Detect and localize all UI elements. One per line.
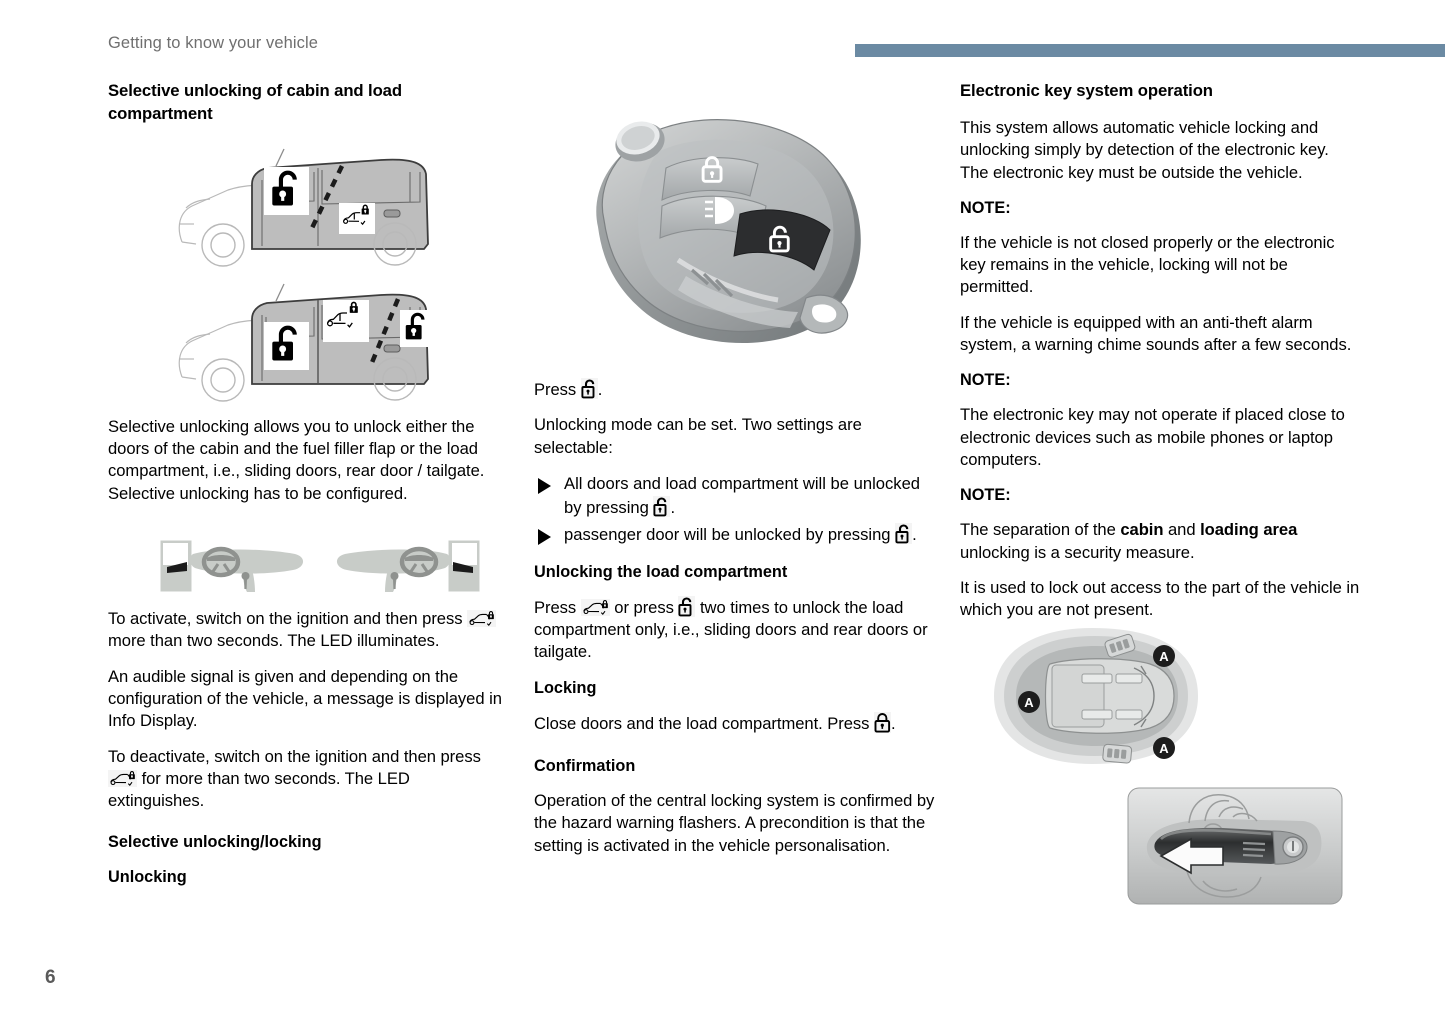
load-text-2: or press <box>614 597 674 617</box>
confirmation-paragraph: Operation of the central locking system is confirmed by the hazard warning flashers. A precondition is that the setting is activated in the vehicle personalisation. <box>534 790 935 855</box>
heading-unlocking-load-compartment: Unlocking the load compartment <box>534 562 788 581</box>
note3-part3: unlocking is a security measure. <box>960 542 1195 562</box>
padlock-open-icon <box>653 496 670 517</box>
heading-locking: Locking <box>534 678 597 697</box>
padlock-open-badge <box>400 310 434 347</box>
svg-text:A: A <box>1159 649 1169 664</box>
deactivate-text-after: for more than two seconds. The LED extinguishes. <box>108 768 410 811</box>
note-label: NOTE: <box>960 198 1011 217</box>
heading-unlocking: Unlocking <box>108 867 187 886</box>
note3-part1: The separation of the <box>960 520 1121 540</box>
van-all-areas-unlock-illustration <box>166 281 466 411</box>
dashboard-left-hand-drive <box>161 541 303 592</box>
note3-part2: and <box>1163 520 1201 540</box>
note3-bold-loading-area: loading area <box>1200 520 1298 540</box>
heading-electronic-key-system: Electronic key system operation <box>960 81 1213 100</box>
locking-text-1: Close doors and the load compartment. Press <box>534 713 870 733</box>
note-text-2: The electronic key may not operate if placed close to electronic devices such as mobile phones or laptop computers. <box>960 405 1345 469</box>
audible-signal-paragraph: An audible signal is given and depending on the configuration of the vehicle, a message is displayed in Info Display. <box>108 666 502 731</box>
padlock-open-icon <box>678 596 695 617</box>
key-barrel-icon <box>1283 837 1303 857</box>
padlock-open-icon <box>895 523 912 544</box>
note-text-3b: It is used to lock out access to the part of the vehicle in which you are not present. <box>960 577 1360 620</box>
heading-selective-unlocking-locking: Selective unlocking/locking <box>108 832 322 851</box>
deactivate-text-before: To deactivate, switch on the ignition and then press <box>108 746 481 766</box>
load-text-3: two times to unlock the load compartment only, i.e., sliding doors and rear doors or tailgate. <box>534 597 928 662</box>
page-number: 6 <box>45 967 56 988</box>
car-with-lock-badge <box>339 203 375 234</box>
zone-label-a <box>1153 737 1175 759</box>
unlocking-mode-options <box>534 472 936 547</box>
padlock-open-icon <box>581 378 598 399</box>
dashboard-right-hand-drive <box>337 541 479 592</box>
remote-key-fob-illustration <box>562 92 898 370</box>
list-item <box>534 472 936 519</box>
unlocking-mode-paragraph: Unlocking mode can be set. Two settings are selectable: <box>534 415 862 457</box>
deactivate-instruction <box>108 746 508 813</box>
note-text-3 <box>960 519 1360 564</box>
dashboard-lhd-rhd-illustration <box>155 532 485 600</box>
bullet-triangle-icon <box>538 478 551 494</box>
page-title: Selective unlocking of cabin and load compartment <box>108 81 402 123</box>
padlock-open-badge <box>264 322 309 370</box>
electronic-key-paragraph: This system allows automatic vehicle locking and unlocking simply by detection of the electronic key. The electronic key must be outside the vehicle. <box>960 117 1329 182</box>
load-compartment-instruction <box>534 596 936 664</box>
running-head: Getting to know your vehicle <box>108 34 319 52</box>
note-text-1b: If the vehicle is equipped with an anti-theft alarm system, a warning chime sounds after a few seconds. <box>960 312 1352 355</box>
right-column <box>960 80 1360 635</box>
option-text-after: . <box>670 497 676 517</box>
zone-label-a <box>1153 645 1175 667</box>
activate-text-after: more than two seconds. The LED illuminates. <box>108 631 440 651</box>
note-text-1a: If the vehicle is not closed properly or the electronic key remains in the vehicle, locking will not be permitted. <box>960 232 1335 297</box>
note-label: NOTE: <box>960 486 1011 505</box>
padlock-closed-icon <box>874 712 891 733</box>
car-with-lock-icon <box>467 610 496 627</box>
car-with-lock-badge <box>323 300 369 342</box>
svg-text:A: A <box>1024 695 1034 710</box>
option-text-after: . <box>912 525 917 545</box>
padlock-open-badge <box>264 167 309 215</box>
activate-instruction <box>108 608 508 653</box>
bullet-triangle-icon <box>538 529 551 545</box>
note-label: NOTE: <box>960 371 1011 390</box>
detection-zones-illustration <box>982 622 1210 770</box>
option-text: passenger door will be unlocked by pressing <box>564 525 891 545</box>
list-item <box>534 523 936 547</box>
activate-text-before: To activate, switch on the ignition and then press <box>108 609 463 628</box>
car-with-lock-icon <box>108 770 137 787</box>
load-text-1: Press <box>534 597 577 617</box>
key-marker <box>1103 744 1132 763</box>
press-label: Press <box>534 380 577 399</box>
heading-confirmation: Confirmation <box>534 756 636 775</box>
note3-bold-cabin: cabin <box>1120 520 1164 540</box>
press-unlock-instruction <box>534 378 936 401</box>
zone-label-a <box>1018 691 1040 713</box>
van-cabin-unlock-illustration <box>166 146 466 276</box>
door-handle-pull-illustration <box>1127 787 1343 905</box>
press-suffix: . <box>597 380 603 399</box>
option-text: All doors and load compartment will be unlocked by pressing <box>564 473 921 517</box>
locking-instruction <box>534 712 936 735</box>
car-with-lock-icon <box>581 599 610 616</box>
locking-text-2: . <box>891 713 896 733</box>
svg-text:A: A <box>1159 741 1169 756</box>
header-rule <box>855 44 1445 57</box>
intro-paragraph: Selective unlocking allows you to unlock either the doors of the cabin and the fuel filler flap or the load compartment, i.e., sliding doors, rear door / tailgate. Selective unlocking has to be configured. <box>108 416 485 503</box>
